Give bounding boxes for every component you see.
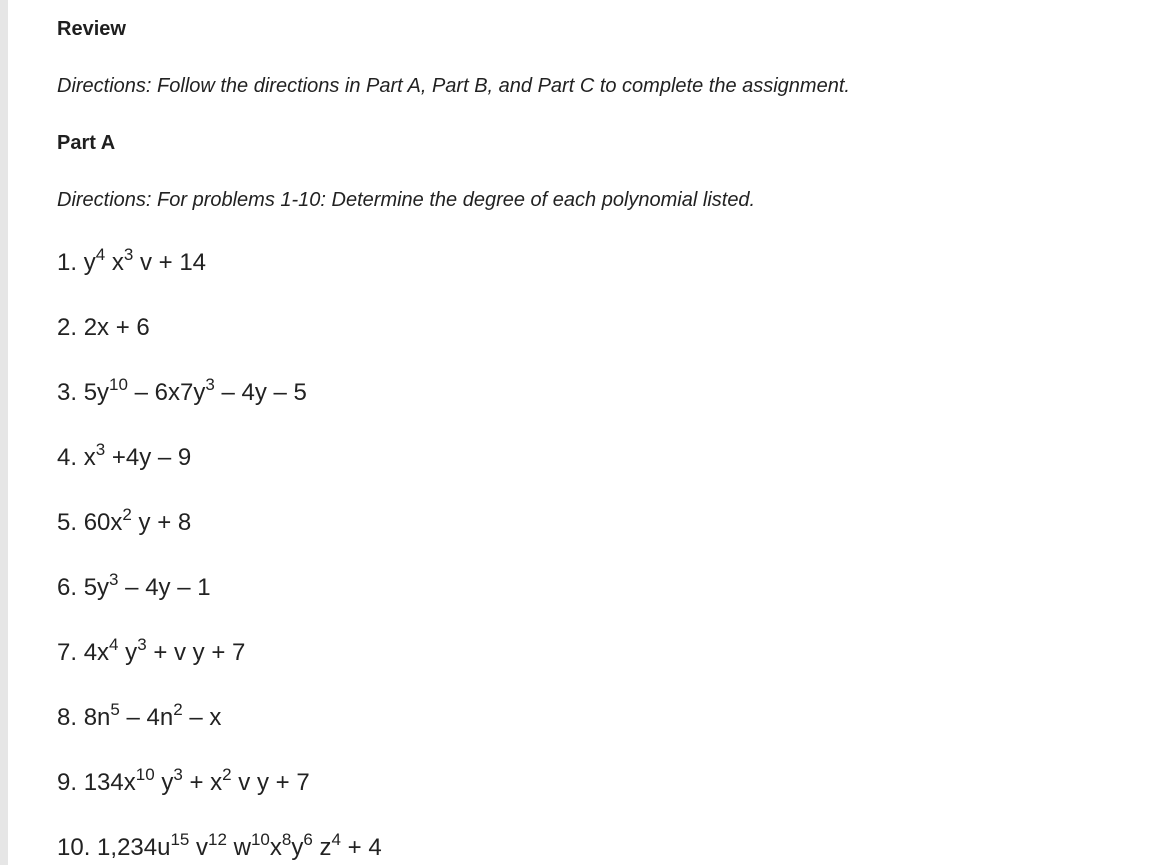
problem-item	[57, 505, 192, 537]
polynomial-expression	[83, 635, 246, 666]
term-text: v	[189, 834, 209, 861]
problem-number: 1.	[57, 249, 78, 276]
problem-number: 2.	[57, 314, 78, 341]
exponent: 5	[110, 700, 120, 719]
term-text: – 4y – 5	[214, 379, 307, 406]
term-text: v + 14	[133, 249, 207, 276]
term-text: +4y – 9	[105, 444, 192, 471]
problem-number: 3.	[57, 379, 78, 406]
exponent: 2	[122, 505, 132, 524]
term-text: 5y	[83, 574, 110, 601]
problem-number: 9.	[57, 769, 78, 796]
term-text: x	[269, 834, 282, 861]
problem-item	[57, 765, 310, 797]
exponent: 10	[250, 830, 270, 849]
exponent: 10	[109, 375, 128, 394]
term-text: 8n	[83, 704, 111, 731]
exponent: 3	[123, 245, 134, 264]
term-text: x	[83, 444, 96, 471]
problem-item	[57, 700, 222, 732]
term-text: + x	[182, 769, 223, 796]
term-text: 60x	[83, 509, 123, 536]
exponent: 3	[95, 440, 106, 459]
exponent: 6	[303, 830, 313, 849]
problem-item	[57, 635, 246, 667]
exponent: 4	[109, 635, 119, 654]
term-text: – 4n	[119, 704, 174, 731]
exponent: 15	[170, 830, 190, 849]
document-page	[9, 0, 1164, 865]
problem-number: 6.	[57, 574, 78, 601]
term-text: y	[83, 249, 96, 276]
polynomial-expression	[83, 700, 222, 731]
problem-item	[57, 314, 150, 342]
term-text: z	[312, 834, 332, 861]
exponent: 3	[173, 765, 183, 784]
term-text: 1,234u	[97, 834, 171, 861]
problem-item	[57, 830, 382, 862]
review-title: Review	[57, 18, 126, 40]
term-text: 2x + 6	[83, 314, 150, 341]
exponent: 3	[137, 635, 147, 654]
term-text: y	[291, 834, 304, 861]
term-text: – 6x7y	[127, 379, 206, 406]
part-a-directions: Directions: For problems 1-10: Determine the degree of each polynomial listed.	[57, 189, 756, 211]
polynomial-expression	[83, 375, 307, 406]
problem-item	[57, 440, 192, 472]
term-text: y	[118, 639, 138, 666]
term-text: + v y + 7	[146, 639, 246, 666]
problem-number: 4.	[57, 444, 78, 471]
problem-number: 8.	[57, 704, 78, 731]
polynomial-expression	[83, 440, 192, 471]
assignment-directions: Directions: Follow the directions in Part A, Part B, and Part C to complete the assignment.	[57, 75, 850, 97]
term-text: y + 8	[131, 509, 192, 536]
problem-number: 7.	[57, 639, 78, 666]
polynomial-expression	[83, 245, 207, 276]
term-text: 134x	[83, 769, 136, 796]
exponent: 4	[95, 245, 106, 264]
problem-number: 5.	[57, 509, 78, 536]
polynomial-expression	[83, 570, 211, 601]
term-text: + 4	[340, 834, 382, 861]
exponent: 2	[173, 700, 183, 719]
exponent: 2	[222, 765, 232, 784]
term-text: x	[105, 249, 124, 276]
term-text: v y + 7	[231, 769, 310, 796]
page-left-margin	[0, 0, 8, 865]
polynomial-expression	[83, 765, 310, 796]
polynomial-expression	[84, 314, 150, 341]
polynomial-expression	[83, 505, 192, 536]
problem-item	[57, 375, 307, 407]
term-text: y	[154, 769, 174, 796]
problem-number: 10.	[57, 834, 91, 861]
exponent: 3	[109, 570, 119, 589]
term-text: 5y	[83, 379, 110, 406]
exponent: 10	[135, 765, 155, 784]
exponent: 12	[208, 830, 227, 849]
term-text: w	[226, 834, 251, 861]
exponent: 4	[331, 830, 341, 849]
exponent: 8	[281, 830, 292, 849]
part-a-heading: Part A	[57, 132, 116, 154]
exponent: 3	[205, 375, 215, 394]
term-text: – x	[182, 704, 222, 731]
problem-item	[57, 245, 207, 277]
problem-item	[57, 570, 211, 602]
term-text: 4x	[83, 639, 110, 666]
term-text: – 4y – 1	[118, 574, 211, 601]
polynomial-expression	[97, 830, 382, 861]
